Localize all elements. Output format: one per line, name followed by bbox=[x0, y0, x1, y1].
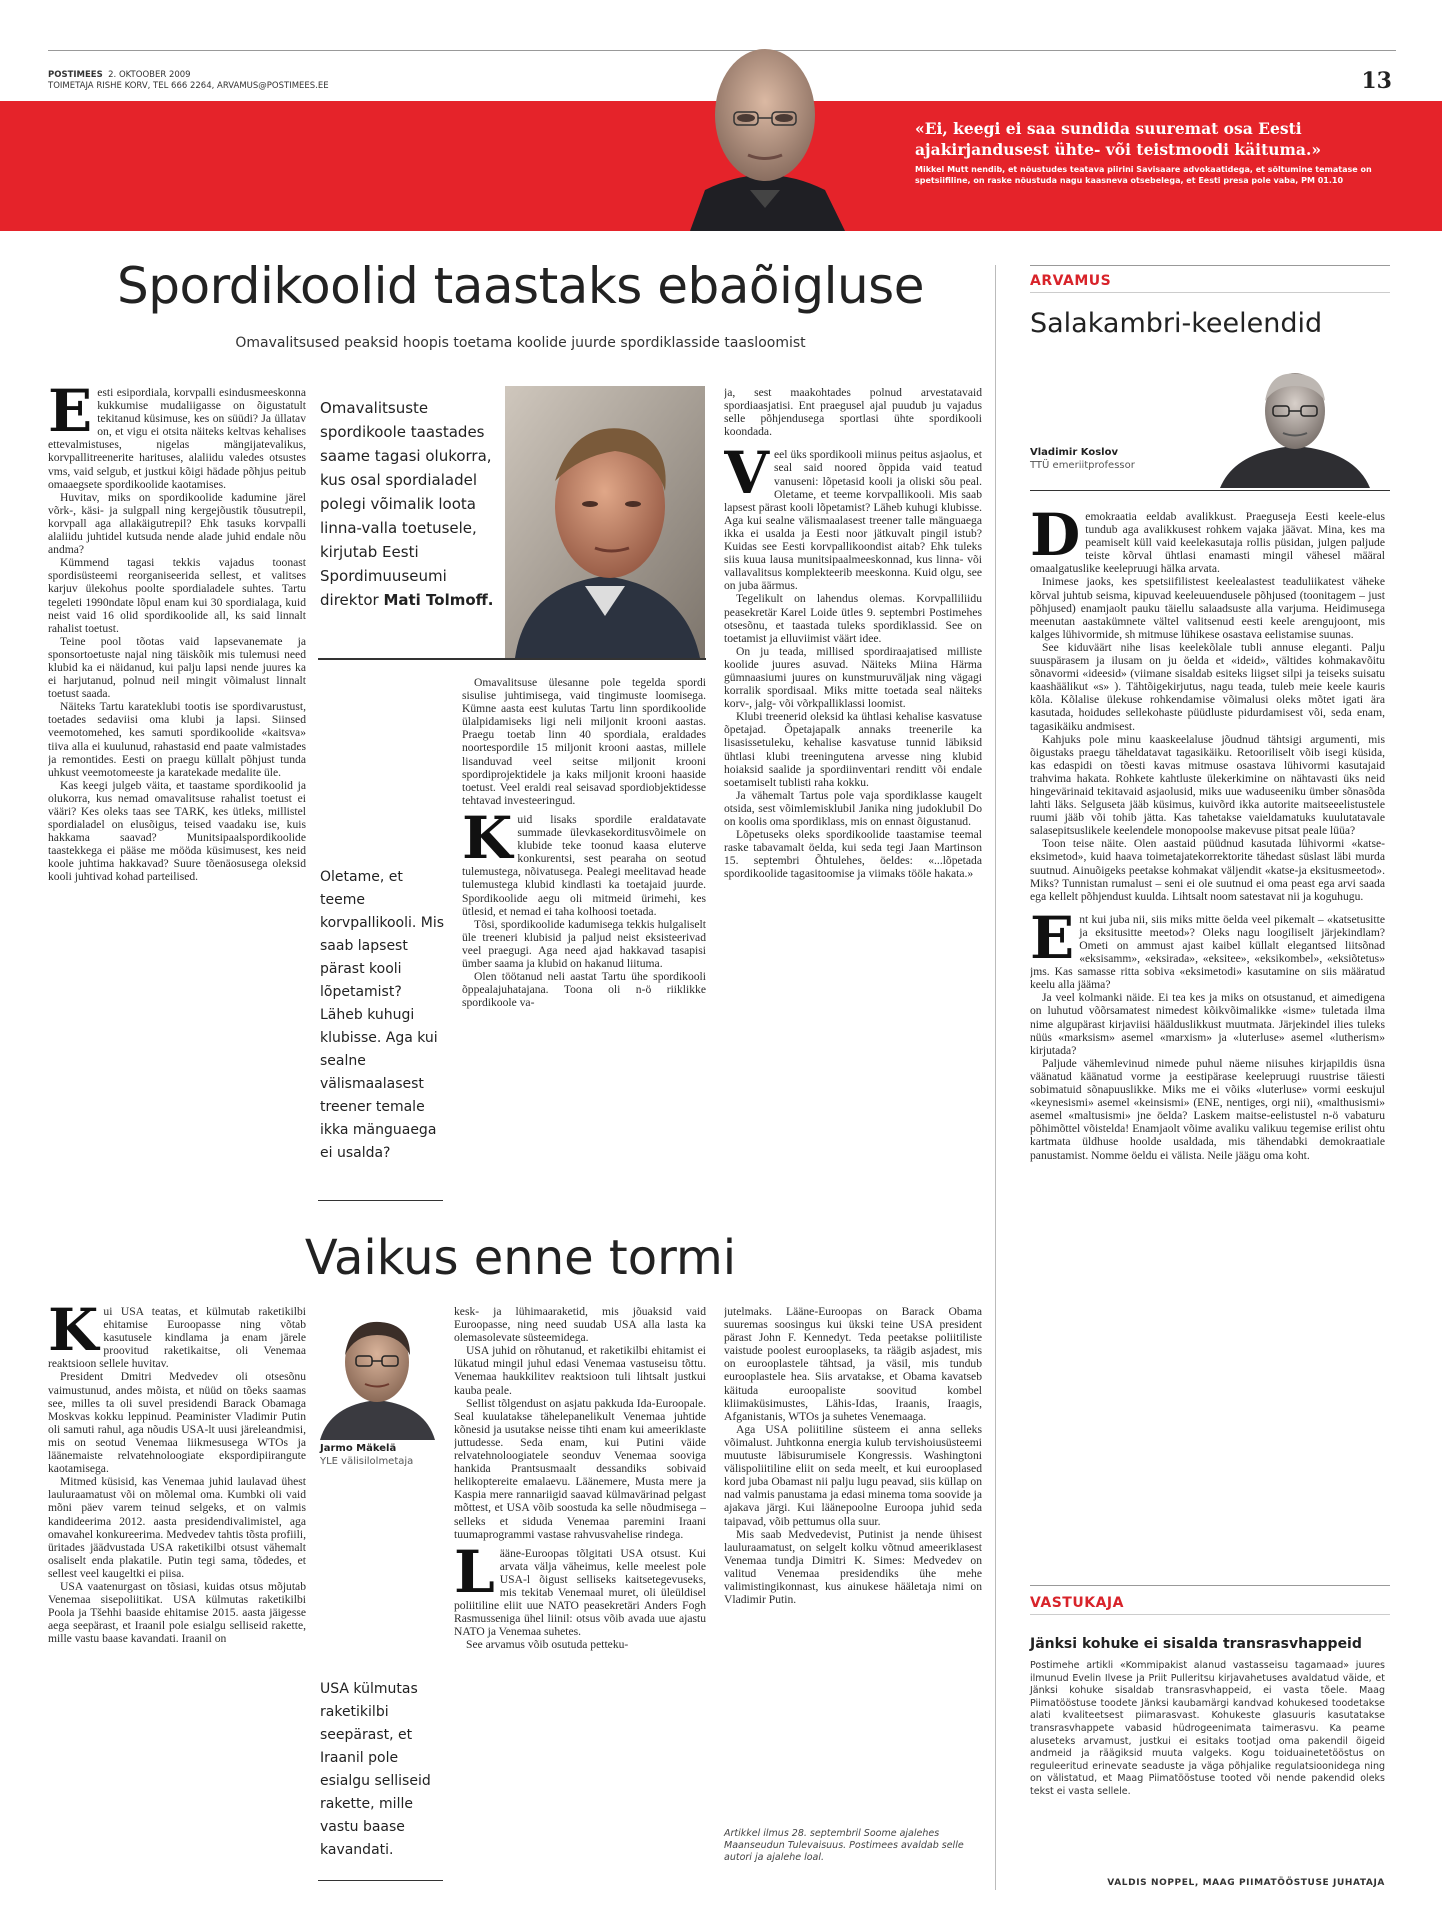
article-2-paragraph: jutelmaks. Lääne-Euroopas on Barack Obama suuremas soosingus kui ükski teine USA president pärast John F. Kennedyt. Teda peetakse poliitiliste vaistude poolest eurooplaseks, ta räägib asjadest, mis on eurooplastele tähtsad, ja väsil, mis tundub eurooplastele hea. Siis arvatakse, et Obama kavatseb käituda euroopaliste soovitud kombel kliimaküsimustes, Lähis-Idas, Iraanis, Iraagis, Afganistanis, WTOs ja suhetes Venemaaga. bbox=[724, 1305, 982, 1423]
sidebar-section-label: ARVAMUS bbox=[1030, 273, 1112, 289]
sidebar-author-title: TTÜ emeriitprofessor bbox=[1030, 460, 1135, 471]
drop-cap-e: E bbox=[48, 386, 93, 445]
article-1-column-3 bbox=[724, 386, 982, 1216]
sidebar-paragraph: Inimese jaoks, kes spetsiifilistest keelealastest teaduliikatest väheke kõrval juhtub seisma, kipuvad keeleuuendusele põhjused (toonitagem – just põhjused) enamjaolt pauku täiellu salaadsuste alla varjuma. Heidimusega meenutan aastakümnete vältel valitsenud eesti keele arengujoont, mis kalges lühivormide, sh mitmuse lühikese osastava eelistamise suunas. bbox=[1030, 575, 1385, 641]
banner-caption: Mikkel Mutt nendib, et nõustudes teatava piirini Savisaare advokaatidega, et sõltumine tematase on spetsiifiline, on raske nõustuda nagu kaasneva otsebelega, et Eesti presa pole vaba, PM 01.10 bbox=[915, 165, 1372, 185]
banner-quote: «Ei, keegi ei saa sundida suuremat osa Eesti ajakirjandusest ühte- või teistmoodi käituma.» bbox=[915, 119, 1322, 159]
article-1-paragraph: esti esipordiala, korvpalli esindusmeeskonna kukkumise mudaliigasse on õigustatult tekitanud küsimuse, kes on süüdi? Ja üllatav on, et vigu ei otsita näiteks keltvas kehalises ettevalmistuses, nigelas mängijatevalikus, korvpallitreenerite harituses, alaliidu valedes otsustes vms, vaid selgub, et justkui kõigi hädade põhjus peitub omaaegsete spordikoolide kaotamises. bbox=[48, 386, 306, 491]
response-headline: Jänksi kohuke ei sisalda transrasvhappeid bbox=[1030, 1636, 1362, 1652]
sidebar-paragraph: emokraatia eeldab avalikkust. Praeguseja Eesti keele-elus tundub aga avalikkusest rohkem vajaka jäävat. Mina, kes ma peamiselt küll vaid keelekasutaja rollis püsidan, julgen paljude teiste kõrval ühtlasi enamasti mingil vähesel määral omaalgatuslike keelepruugi hälka arvata. bbox=[1030, 510, 1385, 576]
article-1-headline: Spordikoolid taastaks ebaõigluse bbox=[117, 257, 924, 315]
article-1-pullquote-2: Oletame, et teeme korvpallikooli. Mis saab lapsest pärast kooli lõpetamist? Läheb kuhugi klubisse. Aga kui sealne välismaalasest treener temale ikka mänguaega ei usalda? bbox=[320, 869, 445, 1161]
article-2-paragraph: ui USA teatas, et külmutab raketikilbi ehitamise Euroopasse ning võtab kasutusele kindlama ja enam järele proovitud raketikaitse, oli Venemaa reaktsioon sellele huvitav. bbox=[48, 1305, 306, 1371]
article-1-paragraph: Teine pool tõotas vaid lapsevanemate ja sponsortoetuste najal ning täiskõik mis tulemusi need klubid ka ei näidanud, kui palju lapsi nende juures ka ei harjutanud, polnud neil mingit võimalust linnalt toetust saada. bbox=[48, 634, 306, 701]
article-2-author-name: Jarmo Mäkelä bbox=[320, 1443, 397, 1454]
sidebar-label-rule bbox=[1030, 292, 1390, 293]
article-1-paragraph: ja, sest maakohtades polnud arvestatavaid spordiaasjatisi. Ent praegusel ajal puudub ju vajadus selle põhjendusega sportlasi ühte spordikooli koondada. bbox=[724, 386, 982, 439]
article-1-paragraph: Ja vähemalt Tartus pole vaja spordiklasse kaugelt otsida, sest võimlemisklubil Janika ning judoklubil Do on koolis oma spordiklass, mis on ennast õigustanud. bbox=[724, 788, 982, 828]
sidebar-headline: Salakambri-keelendid bbox=[1030, 308, 1323, 339]
drop-cap-e: E bbox=[1030, 903, 1075, 972]
article-1-paragraph: Kas keegi julgeb väita, et taastame spordikoolid ja olukorra, kus nemad omavalitsuse rahalist toetust ei vääri? Kes oleks taas see TARK, kes ütleks, millistel spordialadel on elusõigus, teised vaadaku ise, kuis hakkama saavad? Munitsipaalspordikoolide taastekkega ei pääse me mööda küsimusest, kes neid koole juhtima hakkavad? Suure tõenäosusega oleksid kooli juhtivad kohad parteilised. bbox=[48, 778, 306, 884]
article-2-byline bbox=[320, 1442, 445, 1468]
article-2-paragraph: Mitmed küsisid, kas Venemaa juhid laulavad ühest lauluraamatust või on mõlemal oma. Kumbki oli vaid mõni päev varem teinud selgeks, et on valmis kandideerima 2012. aasta presidendivalimistel, aga omavahel konkureerima. Medvedev tahtis tõsta profiili, üritades jäädvustada USA raketikilbi otsust vähemalt osaliselt enda plakatile. Putin tegi sama, tõdedes, et sellest veel kaugeltki ei piisa. bbox=[48, 1475, 306, 1580]
article-2-paragraph: USA juhid on rõhutanud, et raketikilbi ehitamist ei lükatud mingil juhul edasi Venemaa vastuseisu tõttu. Venemaa haukkilitev reaktsioon tuli lihtsalt justkui kauba peale. bbox=[454, 1344, 706, 1397]
drop-cap-k: K bbox=[48, 1305, 99, 1364]
article-1-paragraph: Kümmend tagasi tekkis vajadus toonast spordisüsteemi reorganiseerida sellest, et valitses karjuv ülekohus poolte spordialadele suhtes. Tartu tegeleti 1990ndate lõpul enam kui 30 spordialaga, kuid neist vaid 16 olid spordikoolide all, ks said linnalt rahalist toetust. bbox=[48, 556, 306, 635]
article-1-author: Mati Tolmoff. bbox=[383, 591, 494, 609]
response-text: Postimehe artikli «Kommipakist alanud vastasseisu tagamaad» juures ilmunud Evelin Ilvese ja Priit Pulleritsu kirjavahetuses avaldatud väide, et Jänksi kohuke sisaldab transrasvhappeid, ei vasta tõele. Maag Piimatööstuse toodete Jänksi kaubamärgi kandvad kohukesed toodetakse alati kvaliteetsest piimarasvast. Kohukeste glasuuris kasutatakse transrasvhappete vabasid hüdrogeenimata taimerasvu. Ka peame aluseteks arvamust, justkui ei esitaks tootjad oma pakendil õigeid andmeid ja räägiksid muuta valgeks. Kogu toiduainetetööstus on reguleeritud erinevate seaduste ja väga põhjalike regulatsioonidega ning on välistatud, et Maag Piimatööstuse tooted või nende pakendid oleks tekst ei vasta sellele. bbox=[1030, 1660, 1385, 1797]
sidebar-paragraph: nt kui juba nii, siis miks mitte öelda veel pikemalt – «katsetusitte ja eksitusitte meetod»? Oleks nagu loogiliselt järjekindlam? Ometi on ammust ajast kaibel küllalt elegantsed liitsõnad «eksisamm», «eksirada», «eksitee», «eksikombel», «eksiõtetus» jms. Kas samasse ritta sobiva «eksimetodi» kasutamine on siis määratud keelu alla jääma? bbox=[1030, 912, 1385, 992]
article-2-paragraph: ääne-Euroopas tõlgitati USA otsust. Kui arvata välja väheimus, kelle meelest pole USA-l õigust selliseks kaitsetegevuseks, mis tekitab Venemaal muret, oli üleüldisel poliitiline eliit uue NATO peasekretäri Anders Fogh Rasmusseniga ühel liinil: otsus võib avada uue ajastu NATO ja Venemaa suhetes. bbox=[454, 1546, 706, 1639]
jarmo-makela-photo bbox=[320, 1310, 435, 1440]
drop-cap-d: D bbox=[1030, 510, 1081, 569]
article-2-paragraph: Aga USA poliitiline süsteem ei anna selleks võimalust. Juhtkonna energia kulub tervishoiusüsteemi muutuste läbisurumisele Kongressis. Washingtoni välispoliitiline eliit on seda meelt, et kui eurooplased kord juba Obamast nii palju lugu peavad, siis küllap on nad valmis panustama ja edasi minema toma soovide ja ajakava järgi. Kui läänepoolne Euroopa juhid seda taipavad, võib pettumus olla suur. bbox=[724, 1422, 982, 1528]
article-2-pullquote: USA külmutas raketikilbi seepärast, et Iraanil pole esialgu selliseid rakette, mille vastu baase kavandati. bbox=[320, 1681, 431, 1858]
article-1-paragraph: uid lisaks spordile eraldatavate summade ülevkasekorditusvõimele on klubide teke toonud kaasa eluterve konkurentsi, sest pearaha on seotud tulemustega, nõivatusega. Pealegi meelitavad heade tulemustega klubid kindlasti ka toetajaid juurde. Spordikoolide aegu oli mitmeid ürimehi, kes ütlesid, et nemad ei taha kolhoosi toetada. bbox=[462, 812, 706, 918]
article-2-paragraph: USA vaatenurgast on tõsiasi, kuidas otsus mõjutab Venemaa sisepoliitikat. USA külmutas raketikilbi Poola ja Tšehhi baaside ehitamise 2015. aasta jäigesse aega seepärast, et Iraanil pole esialgu selliseid rakette, mille vastu baase kavandati. Iraanil on bbox=[48, 1579, 306, 1646]
article-2-paragraph: President Dmitri Medvedev oli otsesõnu vaimustunud, andes mõista, et nüüd on tõeks saamas see, milles ta oli suvel presidendi Barack Obamaga Moskvas kokku leppinud. Peaminister Vladimir Putin oli samuti rahul, aga nõudis USA-lt uusi järeleandmisi, mis on seotud Venemaa liikmesusega WTOs ja läänemaiste relvatehnoloogiate ekspordipiirangute kaotamisega. bbox=[48, 1370, 306, 1476]
response-top-rule bbox=[1030, 1585, 1390, 1586]
paper-name: POSTIMEES bbox=[48, 70, 103, 80]
page-number: 13 bbox=[1361, 68, 1392, 94]
article-2-footnote: Artikkel ilmus 28. septembril Soome ajalehes Maanseudun Tulevaisuus. Postimees avaldab selle autori ja ajalehe loal. bbox=[724, 1828, 964, 1863]
article-1-paragraph: Lõpetuseks oleks spordikoolide taastamise teemal raske tabavamalt öelda, kui seda tegi Jaan Martinson 15. septembri Õhtulehes, öeldes: «...lõpetada spordikoolide tagasitoomise ja viimaks tööle hakata.» bbox=[724, 828, 982, 881]
mati-tolmoff-photo bbox=[505, 386, 705, 658]
article-2-paragraph: kesk- ja lühimaaraketid, mis jõuaksid vaid Euroopasse, ning need suudab USA alla lasta ka olemasolevate süsteemidega. bbox=[454, 1305, 706, 1345]
article-1-column-1 bbox=[48, 386, 306, 1216]
sidebar-paragraph: See kiduväärt nihe lisas keelekõlale tubli annuse eleganti. Palju suuspärasem ja ilusam on ju öelda et «ideid», vältides kohmakavõitu sõnavormi «ideesid» (viimane sisaldab esiteks liigset silpi ja teiseks suisatu kaashäälikut «s» ). Tähtõigekirjutus, nagu teada, tuleb meie keele kauris kõla. Kõlalise ülekuse rohkendamise võimalusi oleks mõtet igati ära kasutada, hoidudes sellekohaste püüdluste pidurdamisest või, seda enam, tagasikäiku andmisest. bbox=[1030, 640, 1385, 733]
sidebar-paragraph: Kahjuks pole minu kaaskeelaluse jõudnud tähtsigi argumenti, mis õigustaks praegu täheldatavat tagasikäiku. Retooriliselt võib isegi küsida, kas edaspidi on tõesti kavas mitmuse osastava lühivormi kasutajaid trahvima hakata. Rohkete kahtluste ülekerkimine on nähtavasti üks neid hingevärinaid tekitavaid asjaolusid, miks uue waduseeniku ümber sõnasõda lahti läks. Selguseta jääb küsimus, kuivõrd ikka autorite maitseeelistustele ruumi jääb või tohib jätta. Kas tahetakse vaieldamatuks kuulutatavale salasepitsuslikele keelendele monopoolse makevuse pitsat peale lüüa? bbox=[1030, 732, 1385, 838]
editor-line: TOIMETAJA RISHE KORV, TEL 666 2264, ARVAMUS@POSTIMEES.EE bbox=[48, 81, 329, 91]
article-1-subhead: Omavalitsused peaksid hoopis toetama koolide juurde spordiklasside taasloomist bbox=[235, 335, 806, 351]
article-1-pullquote-intro bbox=[320, 396, 495, 612]
pullquote-2-rule bbox=[318, 1200, 443, 1201]
article-2-paragraph: Mis saab Medvedevist, Putinist ja nende ühisest lauluraamatust, on selgelt kolku võtnud ameeriklasest Venemaa tundja Dimitri K. Simes: Medvedev on valitud Venemaa presidendiks ühe mehe valimistingikonnast, kus ainukese hääletaja nimi on Vladimir Putin. bbox=[724, 1527, 982, 1607]
article-1-paragraph: Omavalitsuse ülesanne pole tegelda spordi sisulise juhtimisega, vaid tingimuste loomisega. Kümne aasta eest kulutas Tartu linn spordikoolide ülalpidamiseks ligi neli miljonit krooni aastas. Praegu toetab linn 40 spordiala, eraldades noortespordile 15 miljonit krooni aastas, millele lisanduvad veel seitse miljonit krooni spordiprojektidele ja kaks miljonit krooni haaside toetust. Veel eraldi real seisavad spordiobjektidesse tehtavad investeeringud. bbox=[462, 676, 706, 807]
sidebar-author-name: Vladimir Koslov bbox=[1030, 447, 1118, 458]
article-1-paragraph: Tõsi, spordikoolide kadumisega tekkis hulgaliselt üle treeneri klubisid ja paljud neist eksisteerivad veel praegugi. Aga need ajad hakkavad tasapisi ümber saama ja klubid on hakanud liituma. bbox=[462, 917, 706, 970]
sidebar-paragraph: Paljude vähemlevinud nimede puhul näeme niisuhes kirjapildis üsna väänatud käänatud vorme ja eestipärase keelepruugi ruustrise täiesti sobimatuid sõnapuuslikke. Miks me ei võiks «luterluse» vormi eeskujul «keynesismi» asemel «keinsismi» (ENE, nentiges, orgi nii), «malthusismi» asemel «maltusismi» jne öelda? Laskem maitse-eelistustel n-ö vabaturu põhimõttel võistelda! Enamjaolt võime avaliku valikuu tegemise erilist ohtu kartmata üldhuse hoolde usaldada, mis tähendabki demokraatiale panustamist. Nomme öeldu ei välista. Neile jäägu oma koht. bbox=[1030, 1056, 1385, 1162]
response-label-rule bbox=[1030, 1614, 1390, 1615]
pullquote-intro-text: Omavalitsuste spordikoole taastades saame tagasi olukorra, kus osal spordialadel polegi võimalik loota linna-valla toetusele, kirjutab Eesti Spordimuuseumi direktor bbox=[320, 399, 492, 609]
drop-cap-l: L bbox=[454, 1537, 495, 1606]
article-1-paragraph: Huvitav, miks on spordikoolide kadumine järel võrk-, käsi- ja sulgpall ning kergejõustik tõusutrepil, korvpall aga allakäigutrepil? Ehk tasuks korvpalli alaliidu juhtidel kutsuda nende alade juhid endale nõu andma? bbox=[48, 490, 306, 557]
sidebar-paragraph: Ja veel kolmanki näide. Ei tea kes ja miks on otsustanud, et aimedigena on luhutud võõrsamatest nimedest kõikvõimalikke «isme» tuletada ilma nime algupärast kirjaviisi häälduslikkust muutmata. Järjekindel ilies tuleks nüüs «marksism» asemel «marxism» ja «luterluse» asemel «lutherism» kirjutada? bbox=[1030, 991, 1385, 1057]
article-2-column-2 bbox=[454, 1305, 706, 1890]
banner-portrait-photo bbox=[650, 40, 880, 231]
response-signature: VALDIS NOPPEL, MAAG PIIMATÖÖSTUSE JUHATAJA bbox=[1107, 1878, 1385, 1888]
drop-cap-v: V bbox=[724, 439, 770, 508]
sidebar-byline-rule bbox=[1030, 490, 1390, 491]
banner-text bbox=[915, 118, 1385, 186]
article-1-column-2 bbox=[462, 676, 706, 1216]
article-2-headline: Vaikus enne tormi bbox=[304, 1230, 737, 1286]
article-1-paragraph: Tegelikult on lahendus olemas. Korvpalliliidu peasekretär Karel Loide ütles 9. septembri Postimehes otsesõnu, et taastada tuleks spordiklassid. See on toetamist ja elluviimist väärt idee. bbox=[724, 592, 982, 645]
article-2-paragraph: See arvamus võib osutuda petteku- bbox=[466, 1638, 629, 1652]
sidebar-top-rule bbox=[1030, 265, 1390, 266]
issue-date: 2. OKTOOBER 2009 bbox=[108, 70, 191, 80]
article-1-paragraph: On ju teada, millised spordiraajatised millistе koolide juures asuvad. Näiteks Miina Härma gümnaasiumi juures on kunstmuruväljak ning vägagi korralik spordisaal. Miks mitte toetada seal näiteks korv-, jalg- või võrkpalliklassi loomist. bbox=[724, 644, 982, 711]
article-2-paragraph: Sellist tõlgendust on asjatu pakkuda Ida-Euroopale. Seal kuulatakse tähelepanelikult Venemaa juhtide kõnesid ja usutakse neisse tihti enam kui ameeriklaste juttudesse. Seda enam, kui Putini väide relvatehnoloogiatele seonduv Venemaa sooviga hankida Prantsusmaalt dessandiks sobivaid helikoptereite emalaevu. Läänemere, Musta mere ja Kaspia mere rannariigid saavad külmavärinad pelgast mõttest, et USA võib soostuda ka selle nõudmisega – selleks et siduda Venemaa paremini Iraani tuumaprogrammi vastase rahvusvahelise rindega. bbox=[454, 1396, 706, 1541]
sidebar-column bbox=[1030, 510, 1385, 1574]
response-section-label: VASTUKAJA bbox=[1030, 1595, 1124, 1611]
article-1-paragraph: Klubi treenerid oleksid ka ühtlasi kehalise kasvatuse õpetajad. Õpetajapalk annaks treenerile ka lisasissetuleku, kehalise kasvatuse tunnid läbiksid ühtlasi klubi treeningutena arvesse ning klubid hoiaksid saalide ja spordiinventari renditt või endale soetamiselt tublisti raha kokku. bbox=[724, 710, 982, 789]
column-divider bbox=[995, 265, 996, 1890]
masthead-info bbox=[48, 70, 329, 92]
article-2-pullquote-rule bbox=[318, 1880, 443, 1881]
article-1-paragraph: Olen töötanud neli aastat Tartu ühe spordikooli õppealajuhatajana. Toona oli n-ö riiklikke spordikoole va- bbox=[462, 970, 706, 1010]
article-2-column-1 bbox=[48, 1305, 306, 1890]
article-2-column-3 bbox=[724, 1305, 982, 1815]
article-1-paragraph: Näiteks Tartu karateklubi tootis ise spordivarustust, toetades sedaviisi oma klubi ja lapsi. Siinsed veemotomehed, kes samuti spordikoolide «kaitsva» tiiva alla ei kuulunud, rahastasid end paate valmistades ja remontides. Eesti on praegu küllalt põhjust tunda uhkust veemotomeeste ja karatekade medalite üle. bbox=[48, 700, 306, 779]
vladimir-koslov-photo bbox=[1210, 366, 1380, 488]
sidebar-byline bbox=[1030, 446, 1135, 472]
sidebar-paragraph: Toon teise näite. Olen aastaid püüdnud kasutada lühivormi «katse-eksimetod», kuid haava toimetajatekorrektorite tähedast süslast läbi murda suutnud. Ainuõigeks peetakse kohmakat väljendit «katse-ja eksitusmeetod». Miks? Tunnistan rumalust – seni ei ole suutnud ei oma peast ega arvi saada ega kellelt põhjendust kuulda. Lihtsalt noom satestavat nii ja koguhugu. bbox=[1030, 837, 1385, 903]
pullquote-rule bbox=[318, 658, 706, 660]
drop-cap-k: K bbox=[462, 803, 513, 872]
article-2-author-title: YLE välisilolmetaja bbox=[320, 1456, 414, 1467]
article-1-paragraph: eel üks spordikooli miinus peitus asjaolus, et seal said noored õppida vaid teatud vanuseni: lõpetasid kooli ja oliski sõu peal. Oletame, et teeme korvpallikooli. Mis saab lapsest pärast kooli lõpetamist? Läheb kuhugi klubisse. Aga kui sealne välismaalasest treener talle mänguaega ikka ei usalda ja Eesti noor jätkuvalt pingil istub? Kuidas see Eesti korvpallikoondist aitab? Ehk tuleks siis kuua lausa munitsipaalmeeskonnad, kus linna- või vallavalitsus komplekteerib meeskonna. Kuid olgu, see on juba äärmus. bbox=[724, 448, 982, 593]
